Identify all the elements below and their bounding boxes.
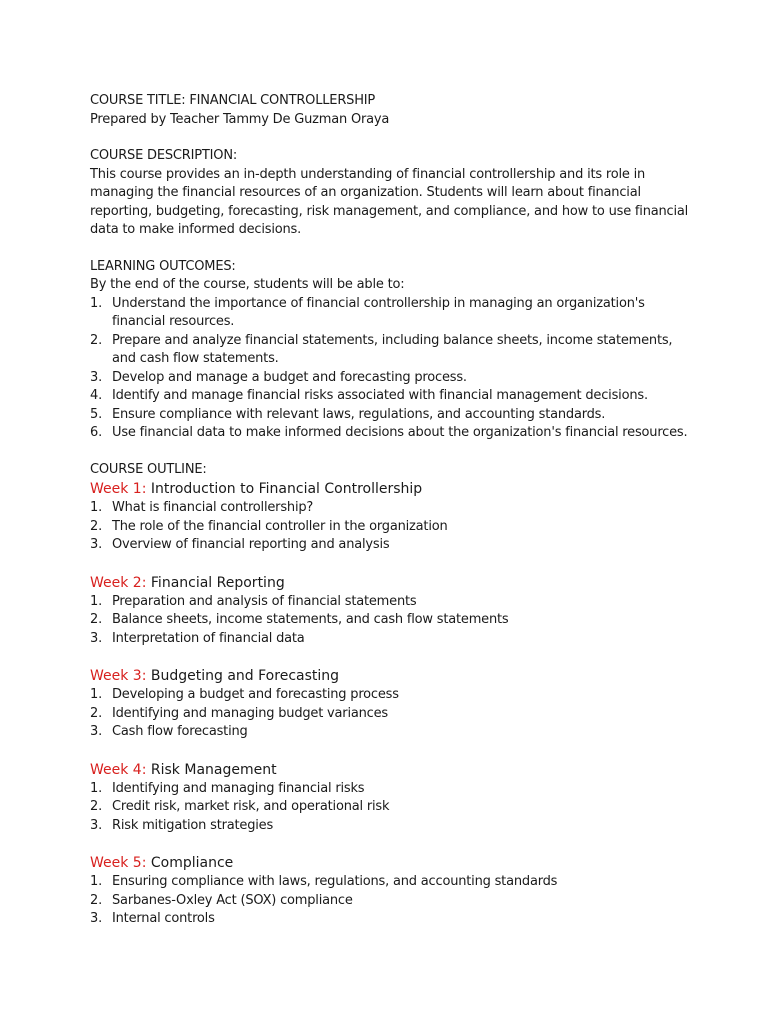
list-item-text: Identifying and managing budget variances bbox=[112, 705, 388, 721]
list-item-text: Ensure compliance with relevant laws, regulations, and accounting standards. bbox=[112, 406, 606, 422]
list-item-text: Credit risk, market risk, and operational risk bbox=[112, 799, 390, 814]
list-item-text: Use financial data to make informed decisions about the organization's financial resources. bbox=[112, 425, 688, 440]
list-item bbox=[90, 873, 690, 892]
header-section bbox=[90, 92, 690, 129]
week-5-heading bbox=[90, 853, 690, 873]
list-item-text: Understand the importance of financial controllership in managing an organization's financial resources. bbox=[112, 295, 645, 329]
list-number: 1. bbox=[90, 593, 103, 609]
week-1-section bbox=[90, 479, 690, 555]
list-number: 2. bbox=[90, 705, 103, 721]
week-3-section bbox=[90, 666, 690, 742]
outline-section bbox=[90, 461, 690, 929]
week-5-section bbox=[90, 853, 690, 929]
list-item-text: Cash flow forecasting bbox=[112, 724, 248, 739]
description-heading: COURSE DESCRIPTION: bbox=[90, 148, 238, 163]
list-item bbox=[90, 910, 690, 929]
outline-heading: COURSE OUTLINE: bbox=[90, 461, 207, 477]
list-item-text: Develop and manage a budget and forecasting process. bbox=[112, 369, 467, 385]
list-item-text: Sarbanes-Oxley Act (SOX) compliance bbox=[112, 892, 353, 908]
list-item bbox=[90, 406, 690, 425]
week-title: Compliance bbox=[150, 855, 234, 871]
list-item bbox=[90, 798, 690, 817]
list-number: 1. bbox=[90, 687, 103, 702]
list-number: 2. bbox=[90, 612, 103, 627]
list-number: 3. bbox=[90, 817, 103, 833]
list-number: 2. bbox=[90, 332, 103, 348]
week-label: Week 4: bbox=[90, 761, 147, 778]
outcomes-heading: LEARNING OUTCOMES: bbox=[90, 258, 236, 274]
course-title: COURSE TITLE: FINANCIAL CONTROLLERSHIP bbox=[90, 93, 376, 108]
list-number: 4. bbox=[90, 388, 103, 403]
outcomes-section bbox=[90, 258, 690, 443]
list-item-text: Identify and manage financial risks associated with financial management decisions. bbox=[112, 388, 648, 403]
week-4-heading bbox=[90, 760, 690, 780]
list-item-text: Identifying and managing financial risks bbox=[112, 780, 365, 796]
week-label: Week 3: bbox=[90, 668, 147, 684]
list-item bbox=[90, 332, 690, 369]
list-number: 1. bbox=[90, 295, 103, 311]
week-title: Budgeting and Forecasting bbox=[150, 668, 340, 684]
week-title: Financial Reporting bbox=[150, 574, 285, 591]
week-5-topics bbox=[90, 873, 690, 929]
list-number: 3. bbox=[90, 724, 103, 739]
list-number: 3. bbox=[90, 911, 103, 926]
week-title: Risk Management bbox=[150, 761, 277, 778]
list-item bbox=[90, 705, 690, 724]
document-content bbox=[90, 92, 690, 929]
list-item-text: Preparation and analysis of financial statements bbox=[112, 593, 417, 609]
list-item-text: Balance sheets, income statements, and cash flow statements bbox=[112, 612, 509, 627]
list-item-text: Overview of financial reporting and analysis bbox=[112, 537, 390, 552]
list-number: 2. bbox=[90, 518, 103, 534]
week-label: Week 1: bbox=[90, 481, 147, 497]
list-item bbox=[90, 611, 690, 630]
week-2-topics bbox=[90, 593, 690, 649]
list-item bbox=[90, 817, 690, 836]
list-item bbox=[90, 686, 690, 705]
week-title: Introduction to Financial Controllership bbox=[150, 481, 423, 497]
week-3-topics bbox=[90, 686, 690, 742]
list-item bbox=[90, 723, 690, 742]
list-item bbox=[90, 892, 690, 911]
list-number: 3. bbox=[90, 630, 103, 646]
list-number: 3. bbox=[90, 369, 103, 385]
list-item bbox=[90, 424, 690, 443]
description-section bbox=[90, 147, 690, 240]
list-number: 6. bbox=[90, 425, 103, 440]
list-item-text: Risk mitigation strategies bbox=[112, 817, 274, 833]
week-1-heading bbox=[90, 479, 690, 499]
list-item-text: Prepare and analyze financial statements, including balance sheets, income statements, and cash flow statements. bbox=[112, 332, 673, 366]
list-item-text: Ensuring compliance with laws, regulations, and accounting standards bbox=[112, 874, 558, 889]
list-number: 5. bbox=[90, 406, 103, 422]
list-item bbox=[90, 518, 690, 537]
list-item bbox=[90, 295, 690, 332]
list-item bbox=[90, 369, 690, 388]
week-2-heading bbox=[90, 573, 690, 593]
week-1-topics bbox=[90, 499, 690, 555]
list-item-text: Interpretation of financial data bbox=[112, 630, 305, 646]
list-item bbox=[90, 387, 690, 406]
list-number: 2. bbox=[90, 892, 103, 908]
list-item bbox=[90, 499, 690, 518]
week-2-section bbox=[90, 573, 690, 649]
list-item-text: What is financial controllership? bbox=[112, 500, 314, 515]
description-text: This course provides an in-depth understanding of financial controllership and its role in managing the financial resources of an organization. Students will learn about financial reporting, budgeting, forecasting, risk management, and compliance, and how to use financial data to make informed decisions. bbox=[90, 166, 689, 237]
week-label: Week 5: bbox=[90, 855, 147, 871]
list-item bbox=[90, 780, 690, 799]
list-item bbox=[90, 593, 690, 612]
list-item bbox=[90, 630, 690, 649]
list-number: 1. bbox=[90, 780, 103, 796]
list-item-text: Internal controls bbox=[112, 911, 215, 926]
list-item-text: Developing a budget and forecasting process bbox=[112, 687, 399, 702]
list-number: 1. bbox=[90, 500, 103, 515]
list-number: 2. bbox=[90, 799, 103, 814]
list-item bbox=[90, 536, 690, 555]
week-label: Week 2: bbox=[90, 574, 147, 591]
week-4-section bbox=[90, 760, 690, 836]
list-number: 1. bbox=[90, 874, 103, 889]
list-item-text: The role of the financial controller in the organization bbox=[112, 518, 448, 534]
outcomes-list bbox=[90, 295, 690, 443]
outcomes-intro: By the end of the course, students will be able to: bbox=[90, 277, 405, 292]
list-number: 3. bbox=[90, 537, 103, 552]
week-3-heading bbox=[90, 666, 690, 686]
prepared-by: Prepared by Teacher Tammy De Guzman Oraya bbox=[90, 111, 390, 127]
week-4-topics bbox=[90, 780, 690, 836]
